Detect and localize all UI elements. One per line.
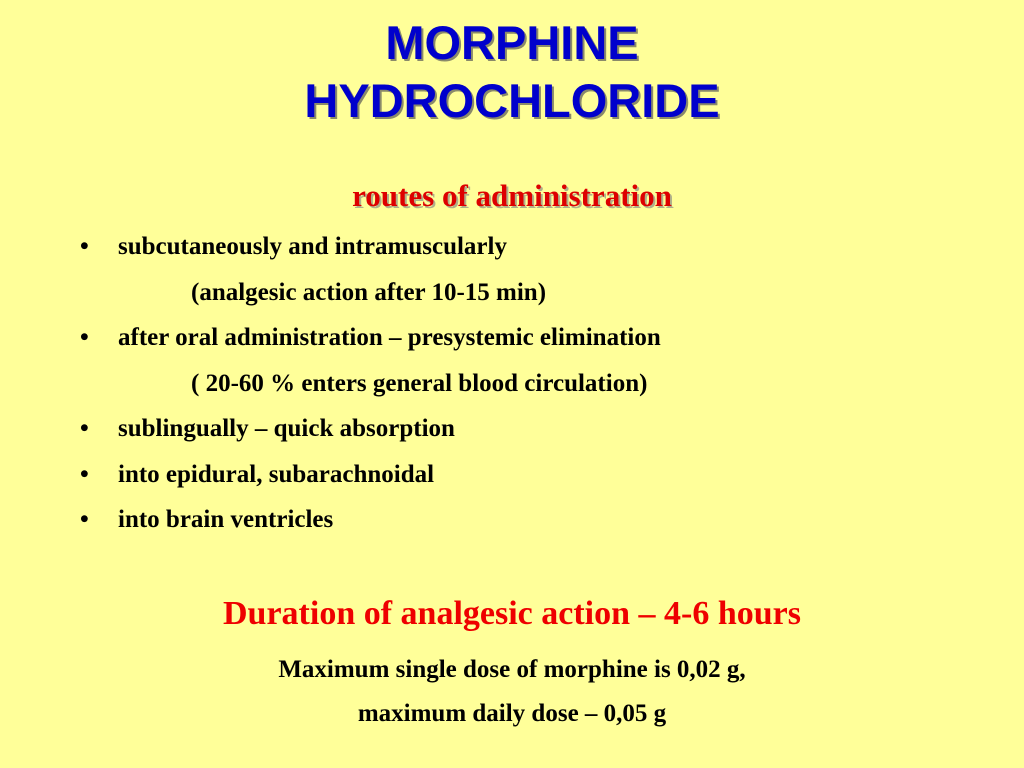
route-note-oral: ( 20-60 % enters general blood circulation) bbox=[191, 369, 648, 397]
slide-subtitle: routes of administration bbox=[352, 178, 672, 213]
dose-statement bbox=[0, 648, 1024, 736]
route-text: sublingually – quick absorption bbox=[118, 415, 455, 442]
route-item-subcutaneous bbox=[0, 224, 1024, 270]
bullet-icon: • bbox=[80, 460, 89, 488]
duration-statement: Duration of analgesic action – 4-6 hours bbox=[223, 595, 801, 632]
bullet-icon: • bbox=[80, 415, 89, 442]
slide-title bbox=[0, 14, 1024, 130]
dose-line-1: Maximum single dose of morphine is 0,02 g, bbox=[278, 656, 746, 683]
slide-title-line-2: HYDROCHLORIDE bbox=[304, 74, 720, 127]
slide-title-line-1: MORPHINE bbox=[385, 16, 639, 69]
bullet-icon: • bbox=[80, 324, 89, 351]
routes-list bbox=[0, 224, 1024, 543]
route-item-sublingual bbox=[0, 406, 1024, 452]
route-item-oral bbox=[0, 315, 1024, 361]
route-text: into epidural, subarachnoidal bbox=[118, 460, 435, 488]
route-item-brain-ventricles bbox=[0, 497, 1024, 543]
route-text: after oral administration – presystemic elimination bbox=[118, 324, 661, 351]
dose-line-2: maximum daily dose – 0,05 g bbox=[357, 700, 667, 727]
route-text: into brain ventricles bbox=[118, 506, 334, 533]
route-note-subcutaneous: (analgesic action after 10-15 min) bbox=[191, 278, 547, 306]
bullet-icon: • bbox=[80, 233, 89, 260]
bullet-icon: • bbox=[80, 506, 89, 533]
route-item-epidural bbox=[0, 452, 1024, 498]
route-text: subcutaneously and intramuscularly bbox=[118, 233, 507, 260]
